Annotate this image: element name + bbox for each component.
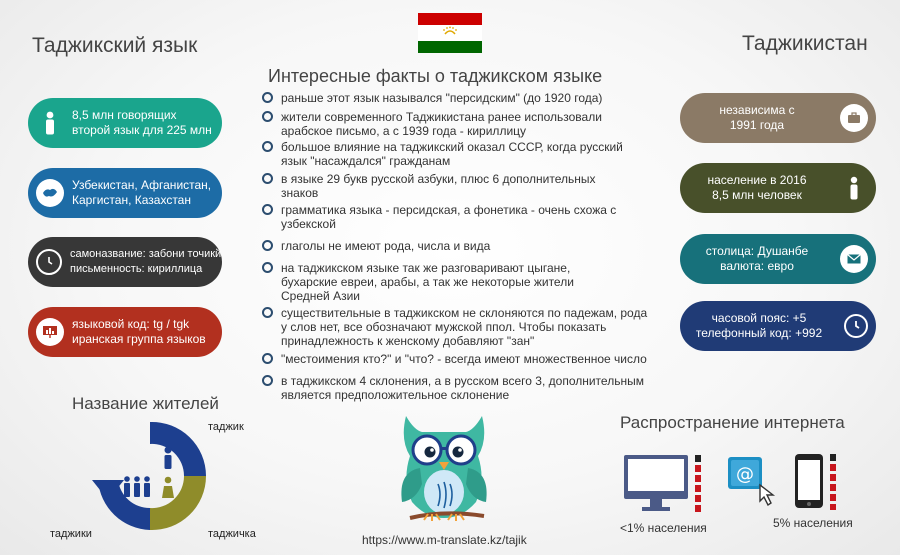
level-bar bbox=[830, 454, 836, 510]
map-icon bbox=[36, 179, 64, 207]
person-icon bbox=[840, 174, 868, 202]
card-text: столица: Душанбе валюта: евро bbox=[705, 244, 809, 273]
card-population bbox=[680, 163, 876, 213]
residents-title: Название жителей bbox=[72, 394, 219, 413]
fact-text: жители современного Таджикистана ранее использовали арабское письмо, а с 1939 года - кириллицу bbox=[281, 110, 602, 138]
male-person-icon bbox=[165, 447, 172, 470]
card-text: независима с 1991 года bbox=[719, 103, 795, 132]
presentation-icon bbox=[36, 318, 64, 346]
bullet-icon bbox=[262, 307, 273, 318]
footer-url[interactable]: https://www.m-translate.kz/tajik bbox=[362, 533, 527, 547]
card-text: население в 2016 8,5 млн человек bbox=[707, 173, 807, 202]
clock-icon bbox=[36, 249, 62, 275]
fact-text: существительные в таджикском не склоняются по падежам, рода у слов нет, все обозначают мужской ппол. Чтобы показать принадлежность к женскому добавляют "зан" bbox=[281, 306, 648, 348]
person-icon bbox=[36, 109, 64, 137]
internet-title: Распространение интернета bbox=[620, 413, 845, 432]
female-person-icon bbox=[162, 477, 174, 498]
fact-text: большое влияние на таджикский оказал СССР, когда русский язык "насаждался" гражданам bbox=[281, 140, 623, 168]
level-bar bbox=[695, 455, 701, 512]
pc-label: <1% населения bbox=[620, 521, 707, 535]
flag-icon bbox=[418, 13, 482, 53]
right-title: Таджикистан bbox=[742, 32, 868, 55]
card-text: языковой код: tg / tgk иранская группа языков bbox=[72, 317, 206, 346]
card-countries bbox=[28, 168, 222, 218]
fact-text: в языке 29 букв русской азбуки, плюс 6 дополнительных знаков bbox=[281, 172, 596, 200]
bullet-icon bbox=[262, 262, 273, 273]
residents-ring bbox=[92, 418, 212, 534]
mobile-label: 5% населения bbox=[773, 516, 853, 530]
fact-text: на таджикском языке так же разговаривают цыгане, бухарские евреи, арабы, а так же некоторые жители Средней Азии bbox=[281, 261, 574, 303]
smartphone-icon bbox=[793, 452, 841, 512]
left-title: Таджикский язык bbox=[32, 34, 198, 57]
fact-text: раньше этот язык назывался "персидским" (до 1920 года) bbox=[281, 91, 603, 105]
fact-text: грамматика языка - персидская, а фонетика - очень схожа с узбекской bbox=[281, 203, 617, 231]
card-text: 8,5 млн говорящих второй язык для 225 млн bbox=[72, 108, 212, 137]
bullet-icon bbox=[262, 375, 273, 386]
bullet-icon bbox=[262, 204, 273, 215]
email-at-icon bbox=[726, 455, 788, 511]
card-text: часовой пояс: +5 телефонный код: +992 bbox=[695, 311, 823, 340]
monitor-icon bbox=[622, 452, 706, 518]
group-icon bbox=[124, 476, 150, 497]
fact-text: "местоимения кто?" и "что? - всегда имеют множественное число bbox=[281, 352, 647, 366]
card-self-name bbox=[28, 237, 222, 287]
label-male: таджик bbox=[208, 421, 244, 433]
bullet-icon bbox=[262, 111, 273, 122]
label-plural: таджики bbox=[50, 528, 92, 540]
bullet-icon bbox=[262, 141, 273, 152]
svg-text:@: @ bbox=[736, 464, 754, 485]
card-timezone bbox=[680, 301, 876, 351]
bullet-icon bbox=[262, 353, 273, 364]
card-language-code bbox=[28, 307, 222, 357]
fact-text: глаголы не имеют рода, числа и вида bbox=[281, 239, 491, 253]
fact-text: в таджикском 4 склонения, а в русском всего 3, дополнительным является предположительное склонение bbox=[281, 374, 644, 402]
bullet-icon bbox=[262, 92, 273, 103]
facts-title: Интересные факты о таджикском языке bbox=[268, 66, 603, 86]
card-text: самоназвание: забони точикй письменность: кириллица bbox=[70, 248, 222, 275]
card-speakers bbox=[28, 98, 222, 148]
card-independence bbox=[680, 93, 876, 143]
bullet-icon bbox=[262, 173, 273, 184]
bullet-icon bbox=[262, 240, 273, 251]
mail-icon bbox=[840, 245, 868, 273]
label-female: таджичка bbox=[208, 528, 256, 540]
owl-mascot-icon bbox=[392, 410, 496, 528]
clock-icon bbox=[844, 314, 868, 338]
briefcase-icon bbox=[840, 104, 868, 132]
card-text: Узбекистан, Афганистан, Каргистан, Казахстан bbox=[72, 178, 212, 207]
card-capital bbox=[680, 234, 876, 284]
